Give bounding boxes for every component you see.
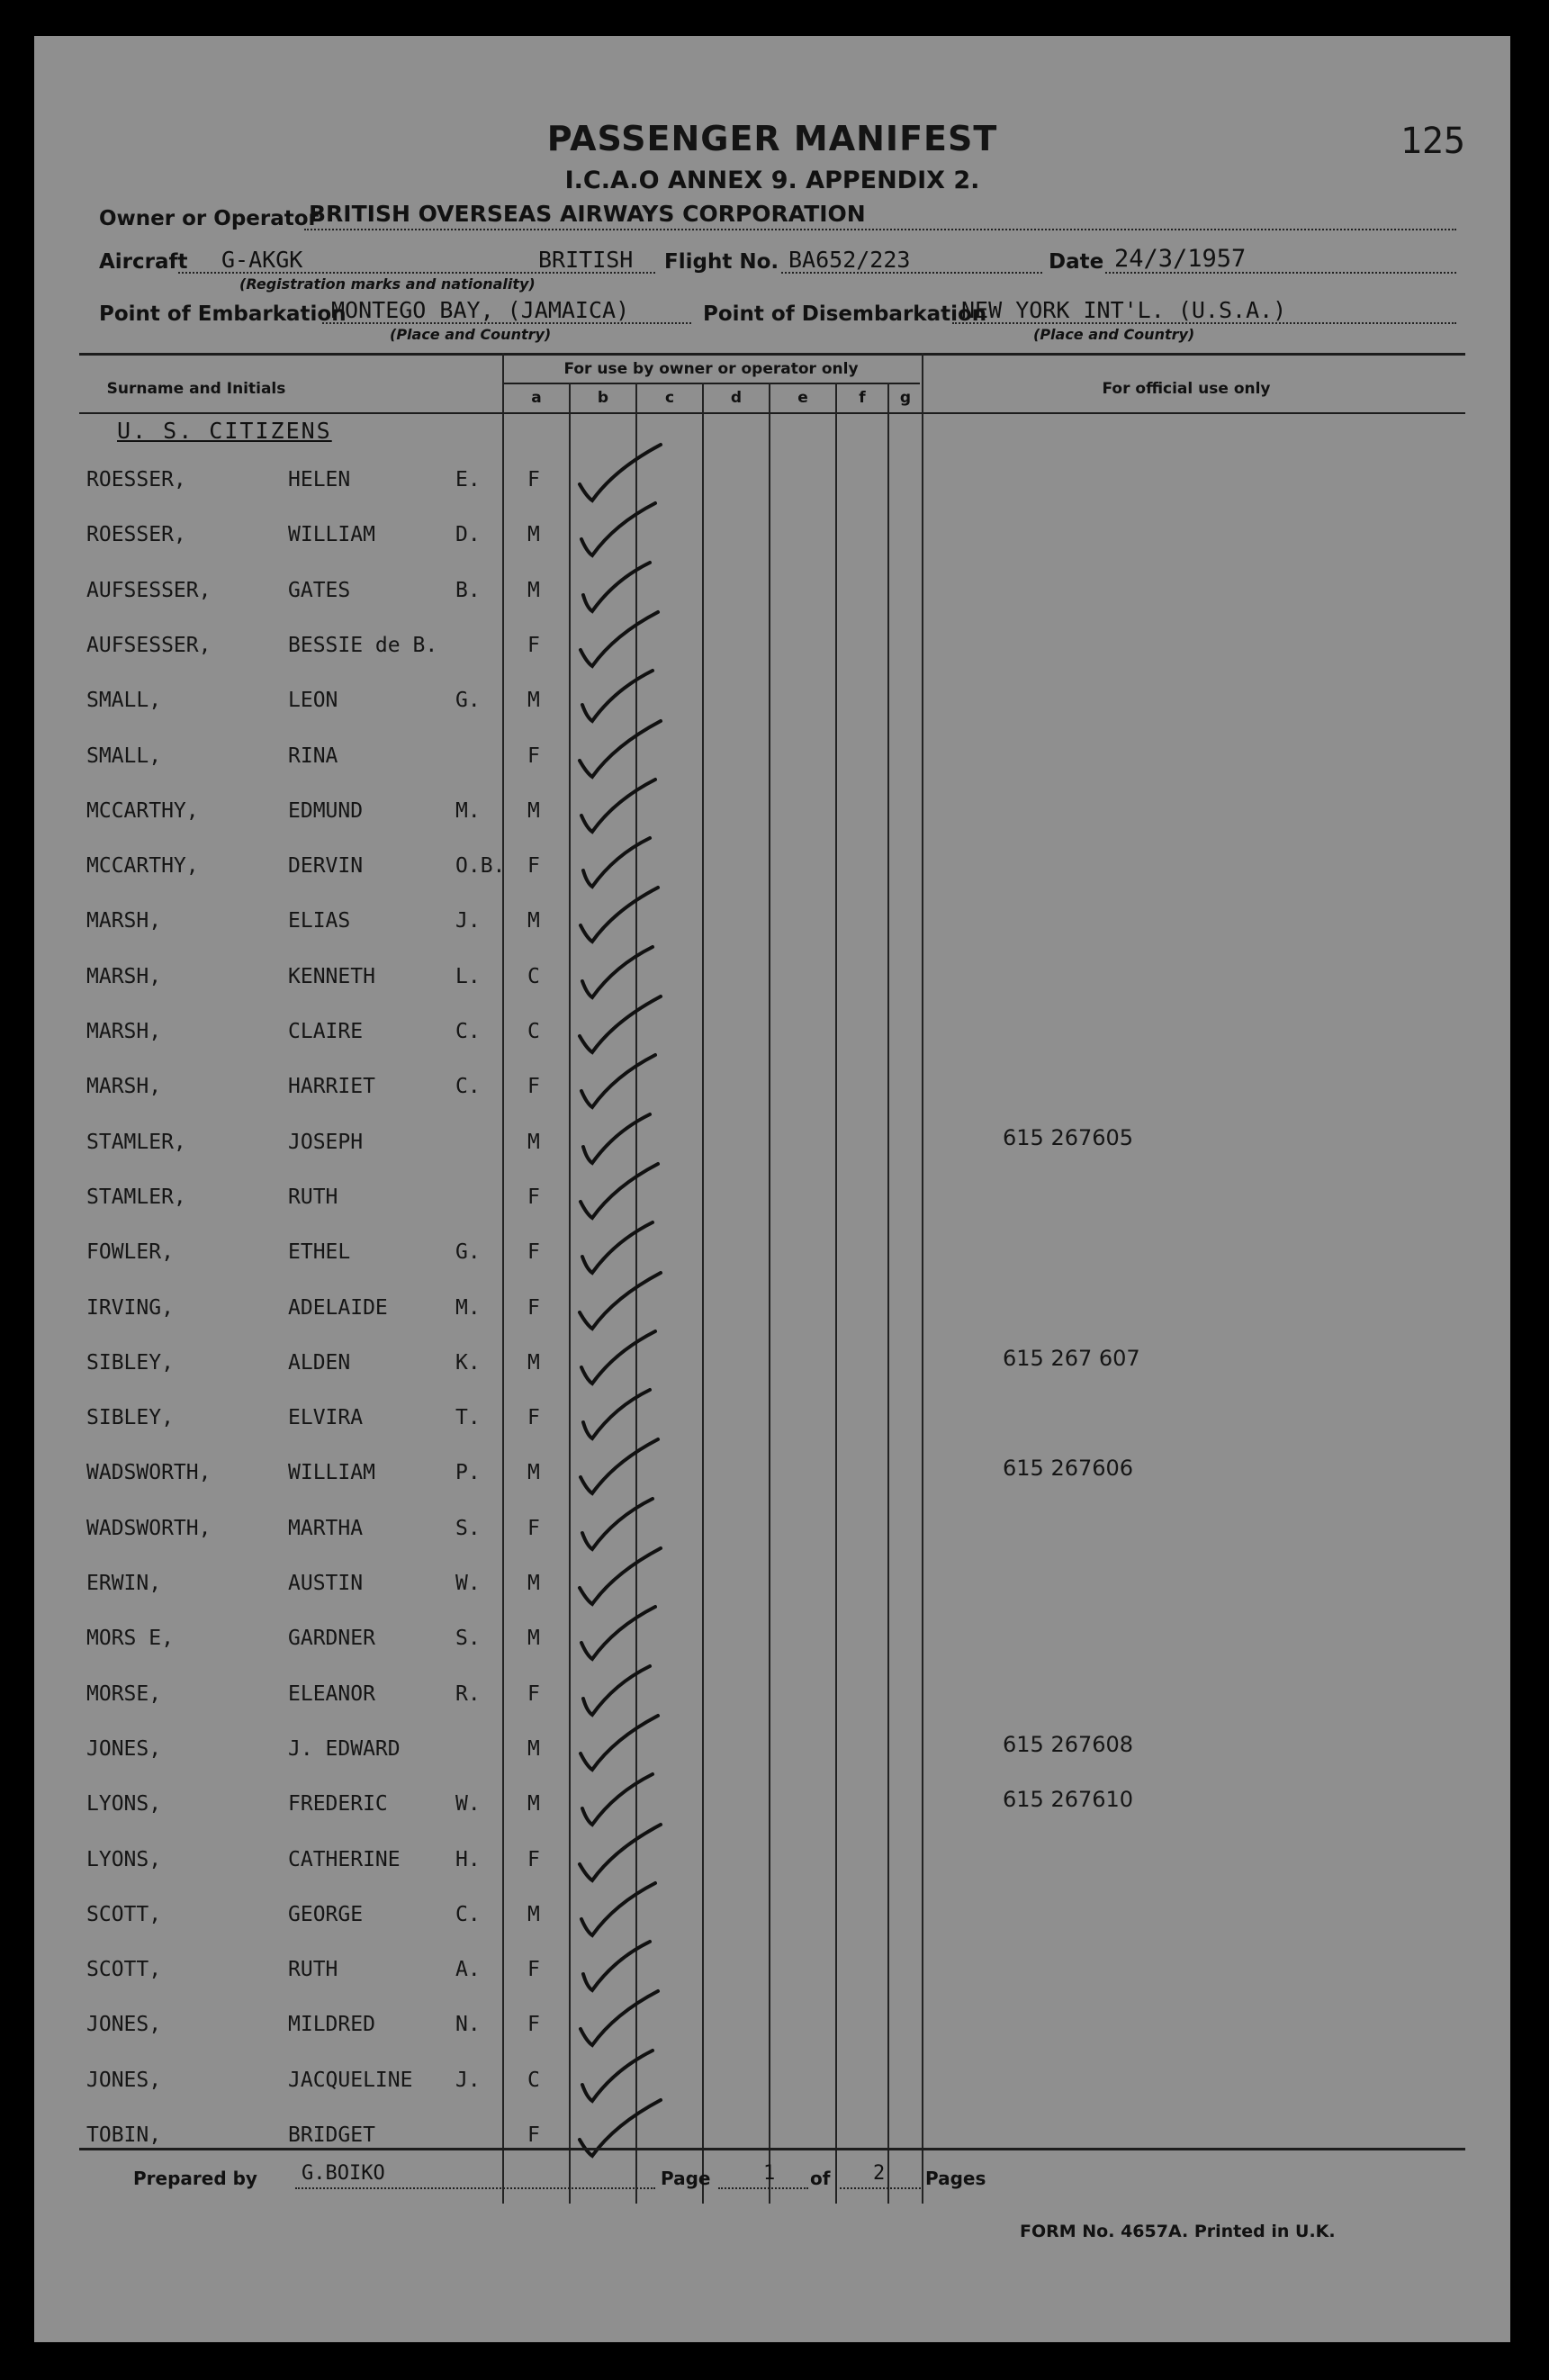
aircraft-label: Aircraft bbox=[99, 250, 188, 274]
passenger-sex-code: F bbox=[527, 1958, 540, 1981]
passenger-surname: STAMLER, bbox=[86, 1131, 186, 1154]
passenger-given-name: RUTH bbox=[288, 1185, 338, 1209]
passenger-sex-code: C bbox=[527, 1020, 540, 1043]
passenger-sex-code: C bbox=[527, 965, 540, 988]
aircraft-dotted-line bbox=[178, 272, 655, 274]
passenger-surname: AUFSESSER, bbox=[86, 579, 212, 602]
passenger-surname: STAMLER, bbox=[86, 1185, 186, 1209]
passenger-initial: G. bbox=[455, 1240, 481, 1264]
passenger-given-name: JOSEPH bbox=[288, 1131, 364, 1154]
table-row bbox=[34, 1732, 1510, 1782]
date-dotted-line bbox=[1105, 272, 1456, 274]
document-title: PASSENGER MANIFEST bbox=[546, 119, 998, 158]
passenger-sex-code: M bbox=[527, 1572, 540, 1595]
passenger-sex-code: F bbox=[527, 1296, 540, 1320]
passenger-initial: G. bbox=[455, 689, 481, 712]
passenger-surname: WADSWORTH, bbox=[86, 1517, 212, 1540]
page-value: 1 bbox=[763, 2162, 776, 2185]
passenger-sex-code: F bbox=[527, 744, 540, 768]
form-note: FORM No. 4657A. Printed in U.K. bbox=[1020, 2222, 1336, 2241]
passenger-given-name: JACQUELINE bbox=[288, 2069, 413, 2092]
flight-dotted-line bbox=[781, 272, 1042, 274]
table-row bbox=[34, 1240, 1510, 1285]
passenger-sex-code: M bbox=[527, 1461, 540, 1484]
table-row bbox=[34, 1075, 1510, 1120]
aircraft-registration: G-AKGK bbox=[221, 247, 303, 273]
passenger-given-name: ETHEL bbox=[288, 1240, 351, 1264]
col-e-header: e bbox=[797, 389, 808, 407]
passenger-given-name: MILDRED bbox=[288, 2013, 375, 2036]
passenger-given-name: CATHERINE bbox=[288, 1848, 401, 1871]
passenger-sex-code: F bbox=[527, 1517, 540, 1540]
check-mark-icon bbox=[574, 2093, 673, 2165]
passenger-sex-code: F bbox=[527, 468, 540, 491]
passenger-sex-code: F bbox=[527, 2123, 540, 2147]
passenger-sex-code: M bbox=[527, 1627, 540, 1650]
pages-label: Pages bbox=[925, 2168, 986, 2189]
table-row bbox=[34, 2013, 1510, 2058]
passenger-surname: JONES, bbox=[86, 2069, 162, 2092]
col-c-header: c bbox=[664, 389, 675, 407]
flight-number: BA652/223 bbox=[788, 247, 911, 273]
passenger-initial: M. bbox=[455, 799, 481, 823]
passenger-surname: LYONS, bbox=[86, 1848, 162, 1871]
passenger-given-name: FREDERIC bbox=[288, 1792, 388, 1816]
table-row bbox=[34, 1125, 1510, 1176]
passenger-initial: R. bbox=[455, 1682, 481, 1706]
passenger-surname: SCOTT, bbox=[86, 1903, 162, 1926]
passenger-given-name: J. EDWARD bbox=[288, 1737, 401, 1761]
col-a-header: a bbox=[531, 389, 542, 407]
passenger-given-name: HELEN bbox=[288, 468, 351, 491]
passenger-initial: N. bbox=[455, 2013, 481, 2036]
passenger-initial: C. bbox=[455, 1903, 481, 1926]
passenger-surname: MARSH, bbox=[86, 909, 162, 933]
passenger-surname: LYONS, bbox=[86, 1792, 162, 1816]
passenger-initial: D. bbox=[455, 523, 481, 546]
col-b-header: b bbox=[597, 389, 609, 407]
passenger-initial: E. bbox=[455, 468, 481, 491]
passenger-given-name: ALDEN bbox=[288, 1351, 351, 1375]
table-row bbox=[34, 1517, 1510, 1562]
passenger-given-name: GARDNER bbox=[288, 1627, 375, 1650]
table-row bbox=[34, 1346, 1510, 1396]
table-row bbox=[34, 1406, 1510, 1451]
table-row bbox=[34, 1848, 1510, 1893]
aircraft-nationality: BRITISH bbox=[538, 247, 634, 273]
passenger-initial: J. bbox=[455, 2069, 481, 2092]
passenger-given-name: CLAIRE bbox=[288, 1020, 364, 1043]
passenger-initial: S. bbox=[455, 1517, 481, 1540]
passenger-sex-code: M bbox=[527, 579, 540, 602]
table-row bbox=[34, 1682, 1510, 1727]
passenger-initial: C. bbox=[455, 1075, 481, 1098]
disembarkation-caption: (Place and Country) bbox=[1033, 326, 1195, 343]
official-use-header: For official use only bbox=[1102, 380, 1271, 398]
passenger-sex-code: F bbox=[527, 1406, 540, 1429]
passenger-initial: M. bbox=[455, 1296, 481, 1320]
table-row bbox=[34, 1456, 1510, 1506]
passenger-surname: JONES, bbox=[86, 1737, 162, 1761]
col-f-header: f bbox=[859, 389, 866, 407]
passenger-given-name: DERVIN bbox=[288, 854, 364, 878]
passenger-sex-code: F bbox=[527, 854, 540, 878]
passenger-given-name: GEORGE bbox=[288, 1903, 364, 1926]
passenger-surname: AUFSESSER, bbox=[86, 634, 212, 657]
passenger-initial: O.B. bbox=[455, 854, 506, 878]
passenger-given-name: WILLIAM bbox=[288, 523, 375, 546]
owner-label: Owner or Operator bbox=[99, 207, 319, 230]
pages-value: 2 bbox=[873, 2162, 886, 2185]
passenger-initial: C. bbox=[455, 1020, 481, 1043]
passenger-surname: SIBLEY, bbox=[86, 1406, 174, 1429]
official-use-number: 615 267608 bbox=[1003, 1732, 1134, 1757]
flight-label: Flight No. bbox=[664, 250, 779, 274]
table-bottom-rule bbox=[79, 2148, 1465, 2150]
page-label: Page bbox=[661, 2168, 711, 2189]
owner-dotted-line bbox=[304, 229, 1456, 230]
passenger-given-name: BRIDGET bbox=[288, 2123, 375, 2147]
passenger-given-name: HARRIET bbox=[288, 1075, 375, 1098]
passenger-initial: W. bbox=[455, 1792, 481, 1816]
table-row bbox=[34, 1020, 1510, 1065]
table-row bbox=[34, 2069, 1510, 2114]
prepared-by-value: G.BOIKO bbox=[302, 2162, 385, 2185]
table-row bbox=[34, 689, 1510, 734]
manifest-document bbox=[34, 36, 1510, 2342]
passenger-surname: SIBLEY, bbox=[86, 1351, 174, 1375]
section-label: U. S. CITIZENS bbox=[117, 418, 332, 444]
table-row bbox=[34, 1787, 1510, 1837]
passenger-sex-code: F bbox=[527, 1185, 540, 1209]
table-row bbox=[34, 1296, 1510, 1341]
passenger-sex-code: M bbox=[527, 1792, 540, 1816]
passenger-sex-code: F bbox=[527, 1075, 540, 1098]
owner-value: BRITISH OVERSEAS AIRWAYS CORPORATION bbox=[309, 201, 866, 227]
passenger-given-name: MARTHA bbox=[288, 1517, 364, 1540]
passenger-surname: ROESSER, bbox=[86, 468, 186, 491]
table-row bbox=[34, 1903, 1510, 1948]
passenger-given-name: ELIAS bbox=[288, 909, 351, 933]
passenger-surname: SMALL, bbox=[86, 744, 162, 768]
disembarkation-value: NEW YORK INT'L. (U.S.A.) bbox=[961, 297, 1287, 323]
col-d-header: d bbox=[730, 389, 743, 407]
passenger-surname: JONES, bbox=[86, 2013, 162, 2036]
passenger-initial: S. bbox=[455, 1627, 481, 1650]
table-row bbox=[34, 1627, 1510, 1672]
passenger-sex-code: F bbox=[527, 1682, 540, 1706]
page-dotted-line bbox=[718, 2187, 808, 2189]
passenger-initial: W. bbox=[455, 1572, 481, 1595]
embarkation-label: Point of Embarkation bbox=[99, 302, 347, 326]
passenger-initial: A. bbox=[455, 1958, 481, 1981]
date-label: Date bbox=[1049, 250, 1104, 274]
prepared-dotted-line bbox=[295, 2187, 655, 2189]
owner-use-header: For use by owner or operator only bbox=[563, 360, 859, 378]
surname-column-header: Surname and Initials bbox=[106, 380, 286, 398]
passenger-sex-code: F bbox=[527, 2013, 540, 2036]
passenger-surname: MORS E, bbox=[86, 1627, 174, 1650]
header-bottom-rule bbox=[79, 412, 1465, 414]
table-top-rule bbox=[79, 353, 1465, 356]
passenger-sex-code: M bbox=[527, 1737, 540, 1761]
document-subtitle: I.C.A.O ANNEX 9. APPENDIX 2. bbox=[564, 167, 980, 194]
passenger-sex-code: M bbox=[527, 1131, 540, 1154]
passenger-given-name: ELEANOR bbox=[288, 1682, 375, 1706]
passenger-sex-code: M bbox=[527, 799, 540, 823]
passenger-sex-code: M bbox=[527, 523, 540, 546]
passenger-surname: SCOTT, bbox=[86, 1958, 162, 1981]
passenger-initial: H. bbox=[455, 1848, 481, 1871]
passenger-initial: L. bbox=[455, 965, 481, 988]
official-use-number: 615 267605 bbox=[1003, 1125, 1134, 1150]
table-row bbox=[34, 523, 1510, 568]
passenger-surname: MARSH, bbox=[86, 1075, 162, 1098]
table-row bbox=[34, 799, 1510, 844]
table-row bbox=[34, 1185, 1510, 1231]
embarkation-caption: (Place and Country) bbox=[390, 326, 552, 343]
disembarkation-dotted-line bbox=[952, 322, 1456, 324]
passenger-sex-code: M bbox=[527, 909, 540, 933]
passenger-sex-code: F bbox=[527, 1240, 540, 1264]
official-use-number: 615 267 607 bbox=[1003, 1346, 1140, 1371]
passenger-initial: P. bbox=[455, 1461, 481, 1484]
passenger-surname: TOBIN, bbox=[86, 2123, 162, 2147]
passenger-sex-code: C bbox=[527, 2069, 540, 2092]
table-row bbox=[34, 1958, 1510, 2003]
passenger-given-name: RUTH bbox=[288, 1958, 338, 1981]
passenger-given-name: WILLIAM bbox=[288, 1461, 375, 1484]
passenger-given-name: EDMUND bbox=[288, 799, 364, 823]
passenger-initial: K. bbox=[455, 1351, 481, 1375]
owner-use-divider bbox=[502, 383, 920, 384]
passenger-surname: MARSH, bbox=[86, 965, 162, 988]
passenger-given-name: AUSTIN bbox=[288, 1572, 364, 1595]
table-row bbox=[34, 965, 1510, 1010]
disembarkation-label: Point of Disembarkation bbox=[703, 302, 987, 326]
passenger-initial: J. bbox=[455, 909, 481, 933]
official-use-number: 615 267606 bbox=[1003, 1456, 1134, 1481]
col-g-header: g bbox=[899, 389, 912, 407]
table-row bbox=[34, 579, 1510, 624]
passenger-sex-code: M bbox=[527, 1903, 540, 1926]
table-row bbox=[34, 744, 1510, 789]
passenger-initial: T. bbox=[455, 1406, 481, 1429]
passenger-sex-code: M bbox=[527, 689, 540, 712]
embarkation-dotted-line bbox=[322, 322, 691, 324]
of-label: of bbox=[810, 2168, 831, 2189]
aircraft-caption: (Registration marks and nationality) bbox=[239, 275, 536, 293]
passenger-surname: IRVING, bbox=[86, 1296, 174, 1320]
passenger-surname: MARSH, bbox=[86, 1020, 162, 1043]
embarkation-value: MONTEGO BAY, (JAMAICA) bbox=[331, 297, 630, 323]
passenger-given-name: KENNETH bbox=[288, 965, 375, 988]
passenger-given-name: RINA bbox=[288, 744, 338, 768]
passenger-surname: ERWIN, bbox=[86, 1572, 162, 1595]
passenger-surname: SMALL, bbox=[86, 689, 162, 712]
table-row bbox=[34, 634, 1510, 679]
passenger-initial: B. bbox=[455, 579, 481, 602]
passenger-given-name: GATES bbox=[288, 579, 351, 602]
pages-dotted-line bbox=[840, 2187, 921, 2189]
passenger-surname: ROESSER, bbox=[86, 523, 186, 546]
table-row bbox=[34, 909, 1510, 954]
passenger-sex-code: F bbox=[527, 634, 540, 657]
table-row bbox=[34, 1572, 1510, 1617]
prepared-by-label: Prepared by bbox=[133, 2168, 257, 2189]
archive-page-number: 125 bbox=[1400, 121, 1465, 162]
table-row bbox=[34, 854, 1510, 899]
passenger-given-name: LEON bbox=[288, 689, 338, 712]
table-row bbox=[34, 468, 1510, 513]
passenger-surname: FOWLER, bbox=[86, 1240, 174, 1264]
passenger-given-name: BESSIE de B. bbox=[288, 634, 438, 657]
passenger-given-name: ADELAIDE bbox=[288, 1296, 388, 1320]
passenger-sex-code: M bbox=[527, 1351, 540, 1375]
passenger-surname: MCCARTHY, bbox=[86, 799, 199, 823]
passenger-surname: MCCARTHY, bbox=[86, 854, 199, 878]
date-value: 24/3/1957 bbox=[1114, 245, 1247, 273]
passenger-surname: MORSE, bbox=[86, 1682, 162, 1706]
official-use-number: 615 267610 bbox=[1003, 1787, 1134, 1812]
passenger-sex-code: F bbox=[527, 1848, 540, 1871]
passenger-surname: WADSWORTH, bbox=[86, 1461, 212, 1484]
passenger-given-name: ELVIRA bbox=[288, 1406, 364, 1429]
